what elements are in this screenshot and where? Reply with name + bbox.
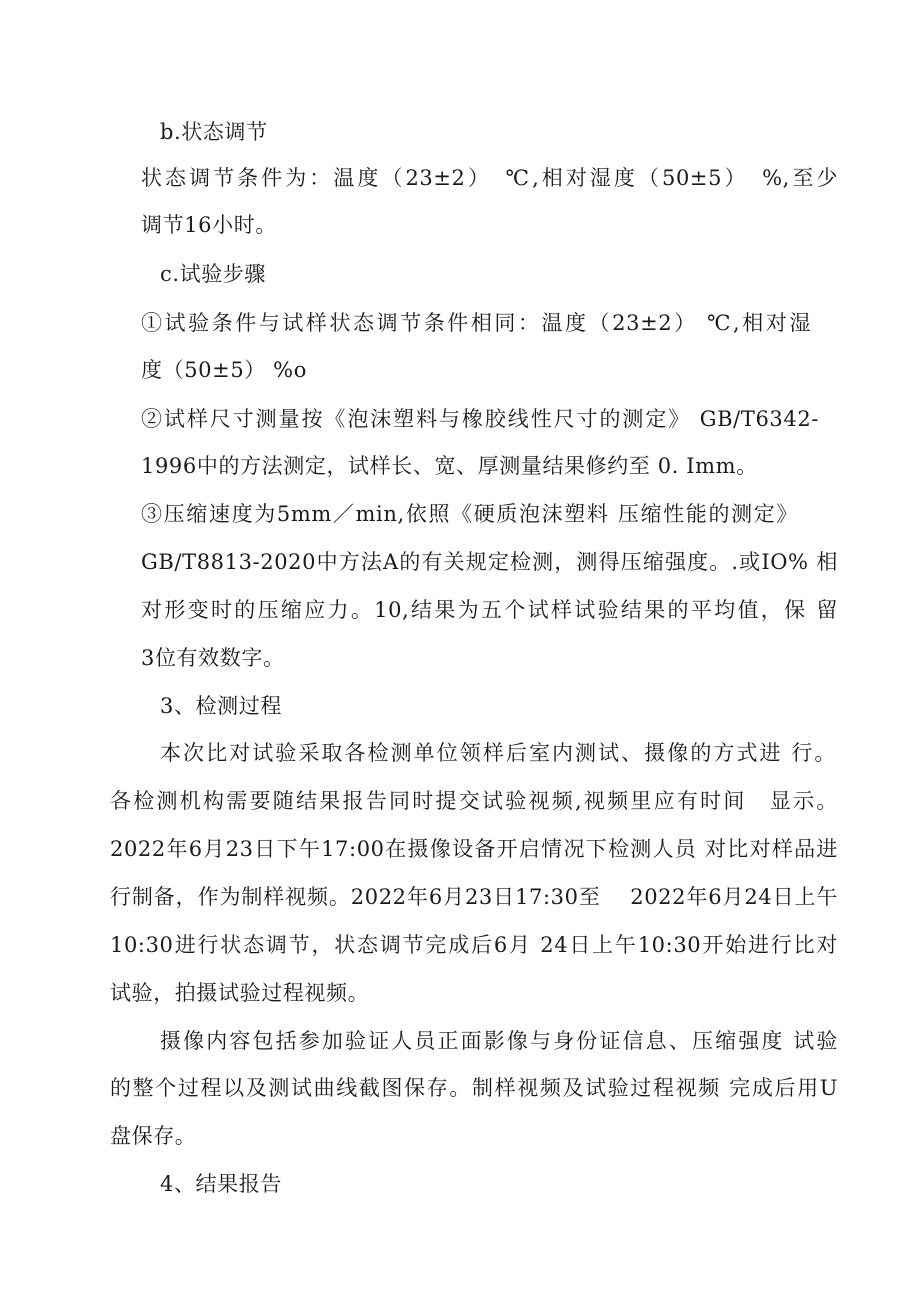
section-c-item-3-line-1: ③压缩速度为5mm／min,依照《硬质泡沫塑料 压缩性能的测定》 (141, 502, 798, 526)
section-3-para-1-line-4: 行制备，作为制样视频。2022年6月23日17:30至 2022年6月24日上午 (110, 885, 838, 909)
section-c-item-1-line-1: ①试验条件与试样状态调节条件相同：温度（23±2） ℃,相对湿 (141, 311, 811, 335)
section-3-para-1-line-3: 2022年6月23日下午17:00在摄像设备开启情况下检测人员 对比对样品进 (110, 837, 838, 861)
section-4-heading: 4、结果报告 (160, 1172, 282, 1196)
section-c-heading: c.试验步骤 (160, 262, 267, 286)
section-c-item-2-line-1: ②试样尺寸测量按《泡沫塑料与橡胶线性尺寸的测定》 GB/T6342- (141, 407, 819, 431)
section-b-body-line-1: 状态调节条件为：温度（23±2） ℃,相对湿度（50±5） %,至少 (141, 166, 838, 190)
section-3-para-1-line-6: 试验，拍摄试验过程视频。 (110, 981, 370, 1005)
section-c-item-3-line-4: 3位有效数字。 (141, 646, 285, 670)
section-3-para-1-line-1: 本次比对试验采取各检测单位领样后室内测试、摄像的方式进 行。 (160, 741, 836, 765)
section-c-item-2-line-2: 1996中的方法测定，试样长、宽、厚测量结果修约至 0. Imm。 (141, 454, 758, 478)
section-3-para-2-line-3: 盘保存。 (110, 1124, 197, 1148)
section-c-item-3-line-2: GB/T8813-2020中方法A的有关规定检测，测得压缩强度。.或IO% 相 (141, 550, 838, 574)
section-3-para-1-line-5: 10:30进行状态调节，状态调节完成后6月 24日上午10:30开始进行比对 (110, 933, 838, 957)
section-c-item-3-line-3: 对形变时的压缩应力。10,结果为五个试样试验结果的平均值，保 留 (141, 598, 838, 622)
section-3-para-2-line-1: 摄像内容包括参加验证人员正面影像与身份证信息、压缩强度 试验 (160, 1029, 838, 1053)
section-b-body-line-2: 调节16小时。 (141, 213, 277, 237)
section-b-heading: b.状态调节 (160, 120, 268, 144)
section-c-item-1-line-2: 度（50±5） %o (141, 358, 307, 382)
section-3-para-1-line-2: 各检测机构需要随结果报告同时提交试验视频,视频里应有时间 显示。 (110, 789, 838, 813)
section-3-heading: 3、检测过程 (160, 694, 282, 718)
section-3-para-2-line-2: 的整个过程以及测试曲线截图保存。制样视频及试验过程视频 完成后用U (110, 1076, 838, 1100)
